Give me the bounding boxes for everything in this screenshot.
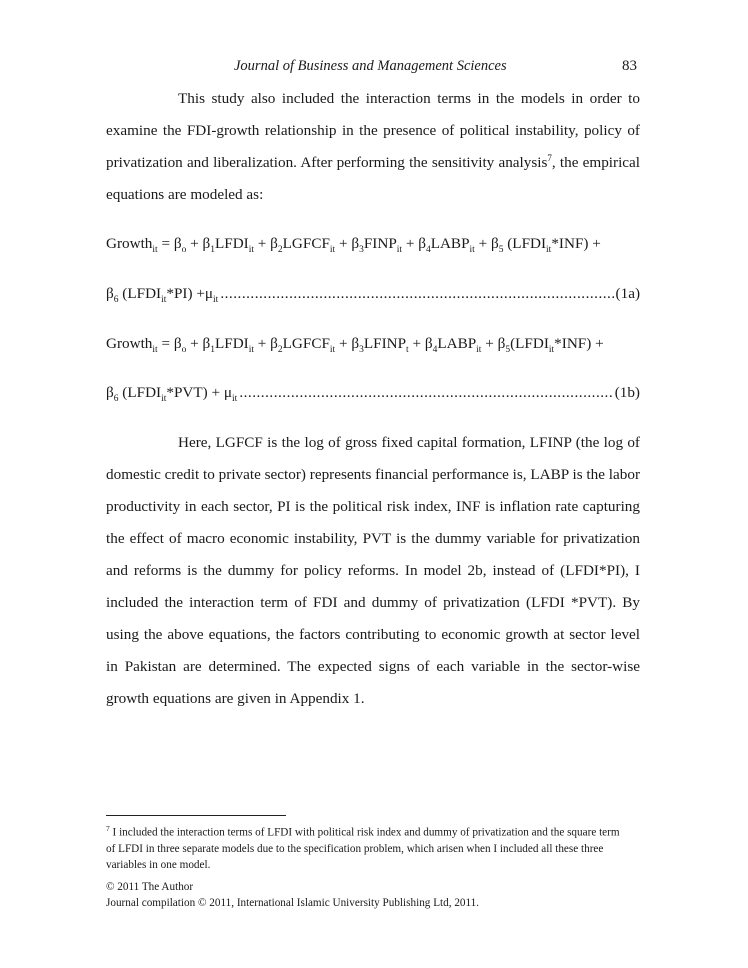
footnote-separator	[106, 815, 286, 816]
eq-term: LABP	[437, 335, 477, 352]
equation-leader-dots	[220, 283, 613, 305]
eq-subscript: it	[213, 295, 219, 306]
eq-subscript: 3	[359, 245, 364, 256]
equation-1b-tail	[106, 382, 237, 404]
footnote-text: I included the interaction terms of LFDI with political risk index and dummy of privatization and the square term of LFDI in three separate models due to the specification problem, which arisen when I included all these three variables in one model.	[106, 826, 620, 871]
journal-compilation-line: Journal compilation © 2011, International Islamic University Publishing Ltd, 2011.	[106, 897, 480, 909]
eq-term: = β	[157, 235, 182, 252]
eq-term: + β	[186, 235, 211, 252]
eq-subscript: 2	[277, 245, 283, 256]
eq-subscript: t	[406, 345, 409, 356]
eq-term: LABP	[430, 235, 470, 252]
eq-subscript: 5	[498, 245, 504, 256]
footnote-7	[106, 821, 626, 873]
eq-subscript: it	[232, 394, 238, 405]
eq-subscript: 4	[425, 245, 431, 256]
eq-subscript: 1	[210, 345, 215, 356]
equation-leader-dots	[239, 382, 612, 404]
running-header-journal-title: Journal of Business and Management Sciences	[234, 58, 507, 74]
eq-term: LFINP	[363, 335, 407, 352]
eq-term: Growth	[106, 335, 153, 352]
equation-1a-line-2	[106, 283, 640, 305]
eq-subscript: o	[181, 345, 187, 356]
eq-subscript: 3	[359, 345, 364, 356]
eq-term: *PI) +μ	[166, 285, 214, 302]
eq-term: + β	[254, 335, 278, 352]
equation-1b-line-1	[106, 333, 640, 355]
eq-subscript: it	[152, 345, 158, 356]
eq-term: (LFDI	[510, 335, 549, 352]
eq-term: β	[106, 285, 114, 302]
eq-term: FINP	[363, 235, 397, 252]
eq-term: (LFDI	[503, 235, 547, 252]
footnote-reference[interactable]: 7	[547, 152, 552, 163]
eq-subscript: 1	[210, 245, 215, 256]
eq-subscript: 2	[277, 345, 283, 356]
eq-subscript: 4	[432, 345, 438, 356]
paragraph-variable-definitions: Here, LGFCF is the log of gross fixed capital formation, LFINP (the log of domestic credit to private sector) represents financial performance is, LABP is the labor productivity in each sector, PI is the political risk index, INF is inflation rate capturing the effect of macro economic instability, PVT is the dummy variable for privatization and reforms is the dummy for policy reforms. In model 2b, instead of (LFDI*PI), I included the interaction term of FDI and dummy of privatization (LFDI *PVT). By using the above equations, the factors contributing to economic growth at sector level in Pakistan are determined. The expected signs of each variable in the sector-wise growth equations are given in Appendix 1.	[106, 434, 640, 707]
eq-term: Growth	[106, 235, 153, 252]
eq-subscript: it	[396, 245, 403, 256]
eq-term: + β	[335, 335, 360, 352]
eq-term: *INF) +	[554, 335, 604, 352]
footnote-marker: 7	[106, 824, 110, 833]
eq-term: LGFCF	[282, 235, 330, 252]
eq-subscript: it	[248, 345, 254, 356]
eq-subscript: it	[248, 245, 254, 256]
eq-term: *PVT) + μ	[166, 384, 233, 401]
eq-subscript: 6	[113, 394, 119, 405]
eq-term: + β	[408, 335, 433, 352]
eq-term: + β	[254, 235, 278, 252]
eq-term: + β	[335, 235, 360, 252]
equation-1a-tail	[106, 283, 218, 305]
eq-subscript: it	[476, 345, 482, 356]
eq-subscript: it	[548, 345, 555, 356]
equation-1b-line-2	[106, 382, 640, 404]
eq-subscript: it	[161, 295, 167, 306]
eq-subscript: it	[161, 394, 167, 405]
paragraph-intro	[106, 83, 640, 211]
eq-term: + β	[481, 335, 506, 352]
eq-subscript: 5	[505, 345, 511, 356]
eq-term: = β	[157, 335, 182, 352]
paragraph-intro-text: This study also included the interaction terms in the models in order to examine the FDI-growth relationship in the presence of political instability, policy of privatization and liberalization. After performing the sensitivity analysis	[106, 90, 640, 171]
eq-subscript: it	[546, 245, 552, 256]
eq-subscript: it	[329, 245, 336, 256]
eq-subscript: 6	[113, 295, 119, 306]
eq-subscript: it	[152, 245, 158, 256]
eq-term: LGFCF	[282, 335, 330, 352]
eq-subscript: it	[469, 245, 475, 256]
eq-term: + β	[186, 335, 211, 352]
eq-term: β	[106, 384, 114, 401]
equation-number-1a: (1a)	[615, 285, 640, 302]
copyright-line: © 2011 The Author	[106, 881, 194, 893]
eq-subscript: it	[329, 345, 336, 356]
eq-term: + β	[402, 235, 426, 252]
eq-term: *INF) +	[551, 235, 601, 252]
eq-term: + β	[474, 235, 499, 252]
page-number: 83	[622, 58, 637, 74]
paragraph-intro-text-end: , the empirical equations are modeled as:	[106, 154, 640, 203]
eq-term: LFDI	[214, 335, 249, 352]
eq-term: (LFDI	[118, 384, 162, 401]
eq-term: LFDI	[214, 235, 249, 252]
equation-number-1b: (1b)	[614, 384, 640, 401]
equation-1a-line-1	[106, 233, 640, 255]
eq-subscript: o	[181, 245, 187, 256]
eq-term: (LFDI	[118, 285, 162, 302]
